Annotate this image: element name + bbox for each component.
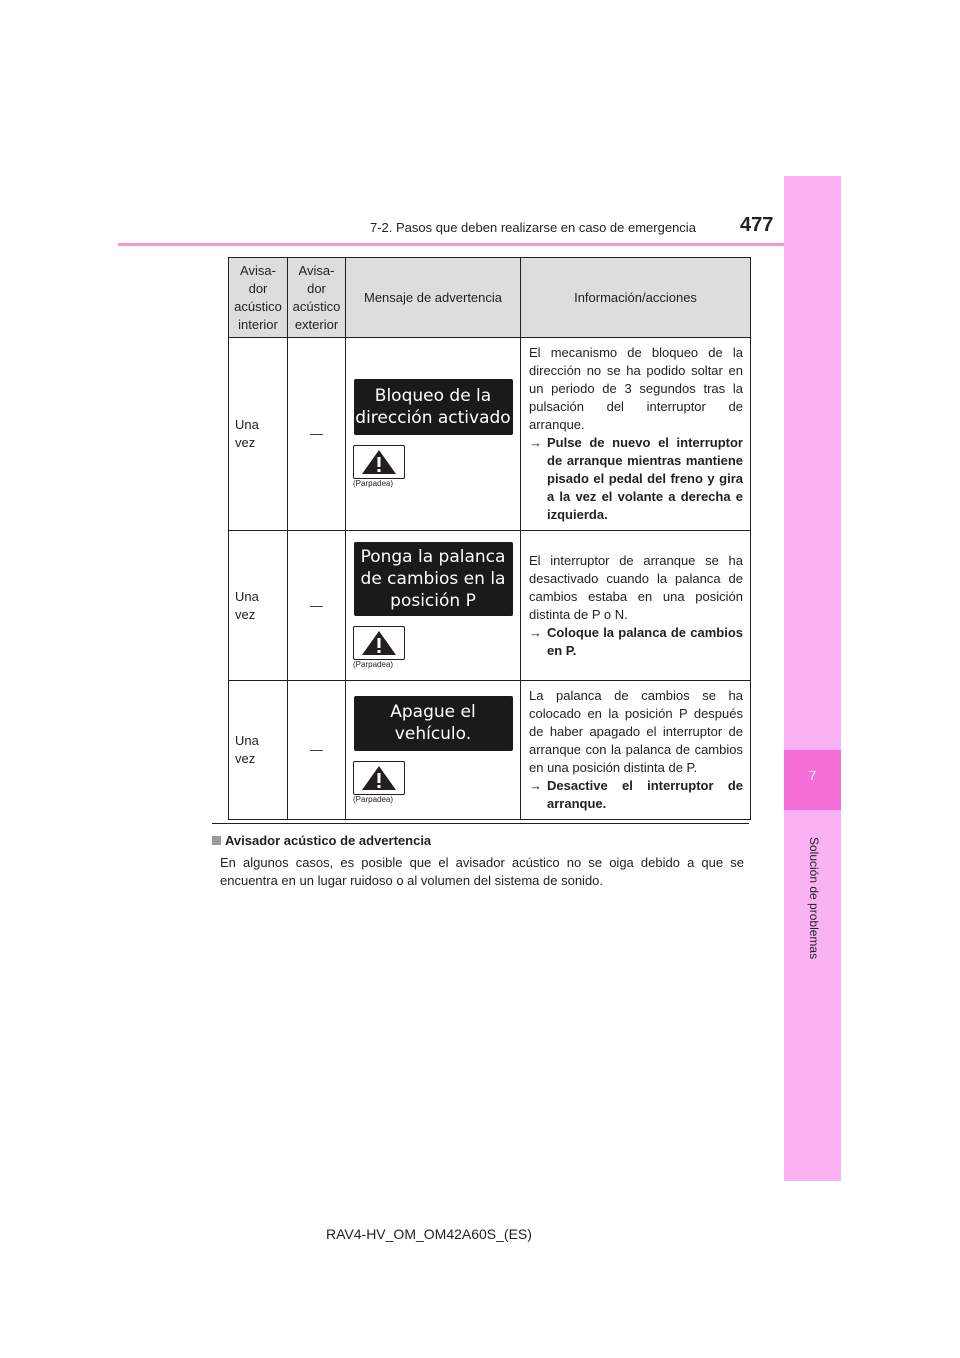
- section-title: 7-2. Pasos que deben realizarse en caso de emergencia: [370, 220, 696, 235]
- info-action: [529, 434, 743, 524]
- warning-message-cell: [346, 681, 521, 820]
- warning-message-cell: [346, 338, 521, 531]
- warning-message-cell: [346, 531, 521, 681]
- header-interior-buzzer: Avisa- dor acústico interior: [229, 258, 288, 338]
- header-info-actions: Información/acciones: [521, 258, 751, 338]
- chapter-side-tab: [784, 176, 841, 1181]
- interior-buzzer-cell: Una vez: [229, 681, 288, 820]
- arrow-icon: →: [529, 778, 542, 793]
- exterior-buzzer-cell: —: [288, 338, 346, 531]
- note-divider: [212, 823, 749, 824]
- table-row: [229, 338, 751, 531]
- header-exterior-buzzer: Avisa- dor acústico exterior: [288, 258, 346, 338]
- chapter-number: 7: [808, 768, 817, 783]
- warning-triangle-icon: [353, 445, 405, 479]
- blink-label: (Parpadea): [353, 479, 394, 488]
- header-rule: [118, 243, 841, 246]
- interior-buzzer-cell: Una vez: [229, 531, 288, 681]
- info-action: [529, 777, 743, 813]
- info-action: [529, 624, 743, 660]
- note-body: En algunos casos, es posible que el avisador acústico no se oiga debido a que se encuentra en un lugar ruidoso o al volumen del sistema de sonido.: [220, 855, 744, 888]
- arrow-icon: →: [529, 624, 542, 640]
- warning-display: Ponga la palanca de cambios en la posición P: [354, 542, 513, 616]
- info-text: El mecanismo de bloqueo de la dirección no se ha podido soltar en un periodo de 3 segundos tras la pulsación del interruptor de arranque.: [529, 345, 743, 432]
- document-code: RAV4-HV_OM_OM42A60S_(ES): [326, 1226, 532, 1242]
- info-cell: [521, 531, 751, 681]
- info-text: La palanca de cambios se ha colocado en la posición P después de haber apagado el interruptor de arranque con la palanca de cambios en una posición distinta de P.: [529, 688, 743, 775]
- action-text: Coloque la palanca de cambios en P.: [547, 624, 743, 658]
- header-warning-message: Mensaje de advertencia: [346, 258, 521, 338]
- page-number: 477: [740, 214, 774, 236]
- exterior-buzzer-cell: —: [288, 531, 346, 681]
- info-cell: [521, 338, 751, 531]
- blink-label: (Parpadea): [353, 659, 394, 669]
- blink-label: (Parpadea): [353, 794, 394, 804]
- note-heading: [212, 833, 431, 848]
- info-cell: [521, 681, 751, 820]
- square-bullet-icon: [212, 836, 221, 845]
- warning-display: Apague el vehículo.: [354, 696, 513, 751]
- table-row: [229, 681, 751, 820]
- warning-display: Bloqueo de la dirección activado: [354, 379, 513, 435]
- interior-buzzer-cell: Una vez: [229, 338, 288, 531]
- note-heading-text: Avisador acústico de advertencia: [225, 833, 432, 848]
- table-row: [229, 531, 751, 681]
- arrow-icon: →: [529, 435, 542, 450]
- table-header-row: [229, 258, 751, 338]
- warning-table: [228, 257, 751, 820]
- exterior-buzzer-cell: —: [288, 681, 346, 820]
- action-text: Desactive el interruptor de arranque.: [547, 778, 743, 811]
- chapter-title: Solución de problemas: [807, 837, 821, 960]
- action-text: Pulse de nuevo el interruptor de arranque mientras mantiene pisado el pedal del freno y gira a la vez el volante a derecha e izquierda.: [547, 435, 743, 522]
- info-text: El interruptor de arranque se ha desactivado cuando la palanca de cambios estaba en una posición distinta de P o N.: [529, 552, 743, 622]
- warning-triangle-icon: [353, 761, 405, 795]
- warning-triangle-icon: [353, 626, 405, 660]
